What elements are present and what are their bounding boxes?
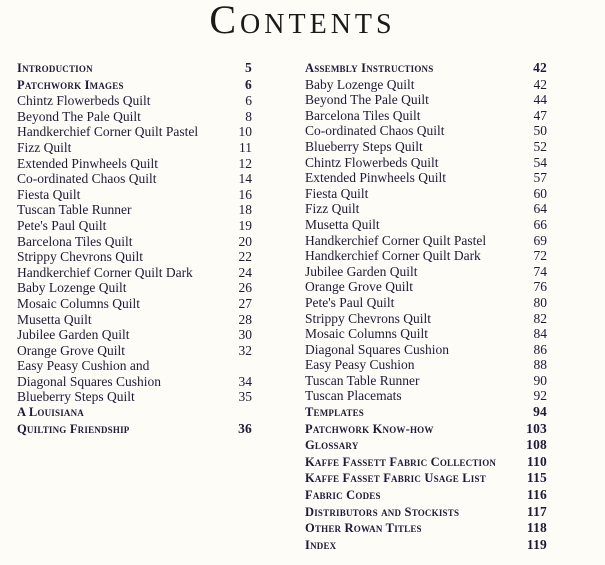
- toc-entry-fiesta-quilt[interactable]: [305, 186, 547, 202]
- toc-entry-page: 19: [238, 217, 252, 233]
- toc-entry-page: 115: [526, 470, 547, 486]
- toc-entry-label: Pete's Paul Quilt: [17, 217, 107, 233]
- toc-entry-label: Distributors and Stockists: [305, 504, 460, 519]
- toc-entry-label: Tuscan Table Runner: [305, 372, 420, 388]
- toc-entry-label: Mosaic Columns Quilt: [17, 295, 141, 311]
- toc-entry-musetta-quilt[interactable]: [305, 217, 547, 233]
- toc-entry-beyond-the-pale-quilt[interactable]: [305, 92, 547, 108]
- toc-entry-jubilee-garden-quilt[interactable]: [17, 327, 252, 343]
- toc-entry-page: 82: [533, 310, 547, 326]
- toc-entry-label: Barcelona Tiles Quilt: [17, 233, 133, 249]
- toc-entry-handkerchief-corner-quilt-dark[interactable]: [17, 265, 252, 281]
- toc-entry-musetta-quilt[interactable]: [17, 312, 252, 328]
- toc-entry-label: Kaffe Fassett Fabric Collection: [305, 454, 497, 469]
- toc-entry-label: Jubilee Garden Quilt: [17, 327, 130, 343]
- contents-right-column: [305, 60, 547, 553]
- toc-entry-label: Index: [305, 537, 337, 552]
- toc-entry-label: Blueberry Steps Quilt: [305, 138, 423, 154]
- toc-entry-label: Patchwork Know-how: [305, 421, 434, 436]
- toc-entry-page: 92: [533, 388, 547, 404]
- toc-entry-co-ordinated-chaos-quilt[interactable]: [17, 171, 252, 187]
- toc-entry-chintz-flowerbeds-quilt[interactable]: [17, 93, 252, 109]
- toc-entry-label: Glossary: [305, 438, 359, 453]
- toc-entry-extended-pinwheels-quilt[interactable]: [17, 156, 252, 172]
- toc-entry-co-ordinated-chaos-quilt[interactable]: [305, 123, 547, 139]
- toc-entry-handkerchief-corner-quilt-pastel[interactable]: [17, 124, 252, 140]
- toc-entry-page: 103: [526, 420, 547, 436]
- toc-entry-orange-grove-quilt[interactable]: [305, 279, 547, 295]
- toc-entry-label: Beyond The Pale Quilt: [305, 92, 429, 108]
- toc-entry-page: 117: [526, 503, 547, 519]
- toc-entry-label: Quilting Friendship: [17, 421, 130, 436]
- toc-entry-mosaic-columns-quilt[interactable]: [17, 296, 252, 312]
- toc-entry-strippy-chevrons-quilt[interactable]: [17, 249, 252, 265]
- toc-entry-diagonal-squares-cushion[interactable]: [305, 342, 547, 358]
- toc-entry-label: Beyond The Pale Quilt: [17, 108, 141, 124]
- toc-entry-kaffe-fassett-fabric-collection[interactable]: [305, 454, 547, 471]
- toc-entry-page: 90: [533, 372, 547, 388]
- toc-entry-easy-peasy-cushion[interactable]: [305, 357, 547, 373]
- toc-entry-pete-s-paul-quilt[interactable]: [17, 218, 252, 234]
- toc-entry-page: 28: [238, 311, 252, 327]
- toc-entry-page: 69: [533, 232, 547, 248]
- toc-entry-label: Diagonal Squares Cushion: [305, 341, 449, 357]
- toc-entry-page: 26: [238, 280, 252, 296]
- toc-entry-label: Pete's Paul Quilt: [305, 294, 395, 310]
- toc-entry-beyond-the-pale-quilt[interactable]: [17, 109, 252, 125]
- toc-entry-page: 50: [533, 123, 547, 139]
- toc-entry-label: Orange Grove Quilt: [305, 279, 413, 295]
- toc-entry-chintz-flowerbeds-quilt[interactable]: [305, 155, 547, 171]
- toc-entry-page: 76: [533, 279, 547, 295]
- toc-entry-label: Fabric Codes: [305, 488, 381, 503]
- toc-entry-page: 72: [533, 248, 547, 264]
- toc-entry-page: 47: [533, 107, 547, 123]
- toc-entry-baby-lozenge-quilt[interactable]: [17, 280, 252, 296]
- toc-entry-handkerchief-corner-quilt-dark[interactable]: [305, 248, 547, 264]
- toc-entry-label: Baby Lozenge Quilt: [305, 76, 415, 92]
- toc-entry-page: 84: [533, 326, 547, 342]
- toc-entry-index[interactable]: [305, 537, 547, 554]
- toc-entry-page: 14: [238, 171, 252, 187]
- toc-entry-page: 6: [245, 76, 252, 92]
- toc-entry-strippy-chevrons-quilt[interactable]: [305, 311, 547, 327]
- toc-entry-quilting-friendship[interactable]: [17, 421, 252, 438]
- toc-entry-page: 34: [238, 373, 252, 389]
- toc-entry-label: Handkerchief Corner Quilt Dark: [305, 248, 481, 264]
- toc-entry-introduction[interactable]: [17, 60, 252, 77]
- toc-entry-tuscan-placemats[interactable]: [305, 388, 547, 404]
- page-title: Contents: [209, 0, 396, 42]
- toc-entry-page: 20: [238, 233, 252, 249]
- toc-entry-label: Orange Grove Quilt: [17, 342, 125, 358]
- toc-entry-page: 6: [245, 93, 252, 109]
- toc-entry-page: 52: [533, 138, 547, 154]
- toc-entry-label: A Louisiana: [17, 405, 85, 420]
- toc-entry-page: 30: [238, 327, 252, 343]
- toc-entry-page: 80: [533, 294, 547, 310]
- toc-entry-kaffe-fasset-fabric-usage-list[interactable]: [305, 470, 547, 487]
- toc-entry-label: Strippy Chevrons Quilt: [305, 310, 432, 326]
- toc-entry-label: Tuscan Table Runner: [17, 202, 132, 218]
- toc-entry-handkerchief-corner-quilt-pastel[interactable]: [305, 233, 547, 249]
- toc-entry-page: 86: [533, 341, 547, 357]
- toc-entry-page: 94: [533, 404, 547, 420]
- toc-entry-page: 119: [526, 536, 547, 552]
- toc-entry-page: 42: [533, 76, 547, 92]
- toc-entry-label: Easy Peasy Cushion and: [17, 358, 150, 374]
- toc-entry-label: Templates: [305, 405, 364, 420]
- toc-entry-patchwork-know-how[interactable]: [305, 421, 547, 438]
- toc-entry-page: 5: [245, 60, 252, 75]
- toc-entry-page: 8: [245, 108, 252, 124]
- toc-entry-fizz-quilt[interactable]: [305, 201, 547, 217]
- toc-entry-label: Fizz Quilt: [17, 139, 72, 155]
- toc-entry-tuscan-table-runner[interactable]: [17, 202, 252, 218]
- toc-entry-page: 88: [533, 357, 547, 373]
- toc-entry-distributors-and-stockists[interactable]: [305, 504, 547, 521]
- toc-entry-label: Fizz Quilt: [305, 201, 360, 217]
- toc-entry-assembly-instructions[interactable]: [305, 60, 547, 77]
- toc-entry-page: 35: [238, 389, 252, 405]
- toc-entry-fabric-codes[interactable]: [305, 487, 547, 504]
- toc-entry-page: 22: [238, 249, 252, 265]
- toc-entry-label: Introduction: [17, 61, 93, 75]
- toc-entry-label: Patchwork Images: [17, 77, 124, 92]
- toc-entry-label: Easy Peasy Cushion: [305, 357, 415, 373]
- toc-entry-page: 110: [526, 453, 547, 469]
- toc-entry-pete-s-paul-quilt[interactable]: [305, 295, 547, 311]
- toc-entry-label: Strippy Chevrons Quilt: [17, 249, 144, 265]
- toc-entry-page: 16: [238, 186, 252, 202]
- toc-entry-diagonal-squares-cushion[interactable]: [17, 374, 252, 390]
- toc-entry-label: Handkerchief Corner Quilt Pastel: [305, 232, 487, 248]
- toc-entry-label: Musetta Quilt: [17, 311, 92, 327]
- toc-entry-page: 11: [239, 139, 252, 155]
- toc-entry-label: Mosaic Columns Quilt: [305, 326, 429, 342]
- toc-entry-glossary[interactable]: [305, 437, 547, 454]
- toc-entry-label: Fiesta Quilt: [305, 185, 369, 201]
- toc-entry-a-louisiana[interactable]: [17, 405, 252, 421]
- toc-entry-label: Barcelona Tiles Quilt: [305, 107, 421, 123]
- toc-entry-page: 74: [533, 263, 547, 279]
- toc-entry-label: Extended Pinwheels Quilt: [305, 170, 446, 186]
- toc-entry-page: 57: [533, 170, 547, 186]
- toc-entry-label: Handkerchief Corner Quilt Pastel: [17, 124, 199, 140]
- toc-entry-page: 24: [238, 264, 252, 280]
- toc-entry-page: 118: [526, 520, 547, 536]
- toc-entry-other-rowan-titles[interactable]: [305, 520, 547, 537]
- toc-entry-label: Tuscan Placemats: [305, 388, 402, 404]
- toc-entry-label: Baby Lozenge Quilt: [17, 280, 127, 296]
- toc-entry-page: 66: [533, 216, 547, 232]
- toc-entry-blueberry-steps-quilt[interactable]: [305, 139, 547, 155]
- toc-entry-label: Co-ordinated Chaos Quilt: [305, 123, 445, 139]
- toc-entry-label: Chintz Flowerbeds Quilt: [17, 93, 151, 109]
- toc-entry-label: Jubilee Garden Quilt: [305, 263, 418, 279]
- toc-entry-barcelona-tiles-quilt[interactable]: [17, 234, 252, 250]
- toc-entry-label: Blueberry Steps Quilt: [17, 389, 135, 405]
- toc-entry-page: 64: [533, 201, 547, 217]
- toc-entry-page: 42: [533, 60, 547, 75]
- toc-entry-label: Co-ordinated Chaos Quilt: [17, 171, 157, 187]
- toc-entry-page: 32: [238, 342, 252, 358]
- toc-entry-label: Chintz Flowerbeds Quilt: [305, 154, 439, 170]
- toc-entry-baby-lozenge-quilt[interactable]: [305, 77, 547, 93]
- toc-entry-patchwork-images[interactable]: [17, 77, 252, 94]
- toc-entry-page: 27: [238, 295, 252, 311]
- toc-entry-barcelona-tiles-quilt[interactable]: [305, 108, 547, 124]
- toc-entry-page: 10: [238, 124, 252, 140]
- toc-entry-fizz-quilt[interactable]: [17, 140, 252, 156]
- toc-entry-page: 54: [533, 154, 547, 170]
- toc-entry-label: Diagonal Squares Cushion: [17, 373, 161, 389]
- contents-left-column: [17, 60, 252, 437]
- toc-entry-page: 60: [533, 185, 547, 201]
- toc-entry-page: 116: [526, 487, 547, 503]
- toc-entry-tuscan-table-runner[interactable]: [305, 373, 547, 389]
- toc-entry-label: Fiesta Quilt: [17, 186, 81, 202]
- toc-entry-templates[interactable]: [305, 404, 547, 421]
- toc-entry-easy-peasy-cushion-and[interactable]: [17, 358, 252, 374]
- toc-entry-label: Handkerchief Corner Quilt Dark: [17, 264, 193, 280]
- toc-entry-page: 12: [238, 155, 252, 171]
- toc-entry-label: Musetta Quilt: [305, 216, 380, 232]
- toc-entry-jubilee-garden-quilt[interactable]: [305, 264, 547, 280]
- toc-entry-label: Other Rowan Titles: [305, 521, 422, 536]
- toc-entry-orange-grove-quilt[interactable]: [17, 343, 252, 359]
- toc-entry-page: 108: [526, 437, 547, 453]
- toc-entry-label: Kaffe Fasset Fabric Usage List: [305, 471, 486, 486]
- toc-entry-blueberry-steps-quilt[interactable]: [17, 389, 252, 405]
- toc-entry-label: Assembly Instructions: [305, 61, 434, 75]
- toc-entry-page: 18: [238, 202, 252, 218]
- toc-entry-page: 44: [533, 92, 547, 108]
- toc-entry-label: Extended Pinwheels Quilt: [17, 155, 158, 171]
- toc-entry-extended-pinwheels-quilt[interactable]: [305, 170, 547, 186]
- toc-entry-mosaic-columns-quilt[interactable]: [305, 326, 547, 342]
- toc-entry-fiesta-quilt[interactable]: [17, 187, 252, 203]
- toc-entry-page: 36: [238, 420, 252, 436]
